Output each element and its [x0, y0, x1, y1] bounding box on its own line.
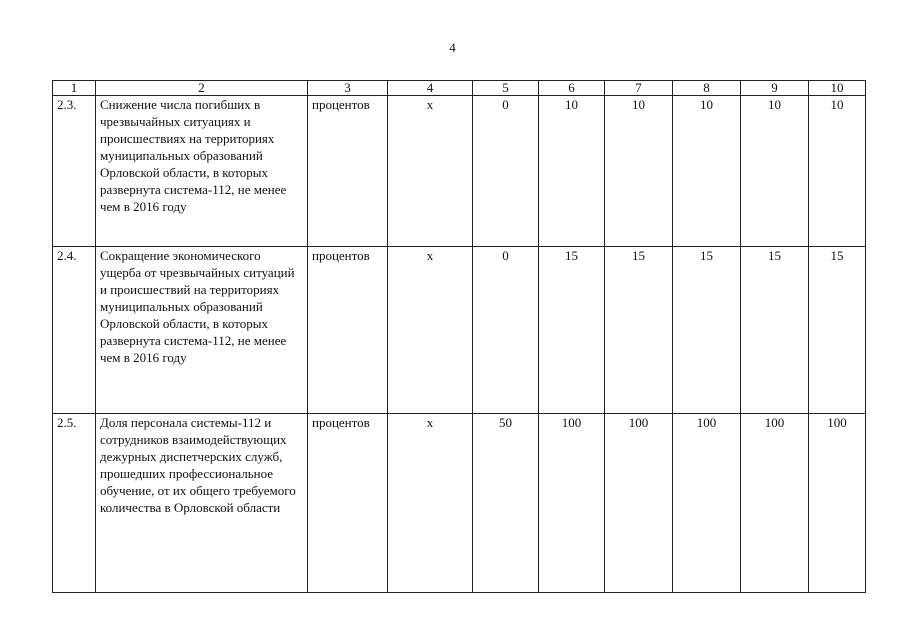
header-cell-10: 10 [809, 81, 866, 96]
value-cell: 15 [605, 247, 673, 414]
table-row [53, 414, 866, 593]
table-row [53, 247, 866, 414]
header-cell-4: 4 [388, 81, 473, 96]
indicator-name: Снижение числа погибших в чрезвычайных ситуациях и происшествиях на территориях муниципальных образований Орловской области, в которых развернута система-112, не менее чем в 2016 году [96, 96, 308, 247]
header-cell-3: 3 [308, 81, 388, 96]
indicator-name: Доля персонала системы-112 и сотрудников взаимодействующих дежурных диспетчерских служб, прошедших профессиональное обучение, от их общего требуемого количества в Орловской области [96, 414, 308, 593]
value-cell: 100 [539, 414, 605, 593]
value-cell: 100 [809, 414, 866, 593]
value-cell: 10 [539, 96, 605, 247]
value-cell: 50 [473, 414, 539, 593]
value-cell: 100 [605, 414, 673, 593]
value-cell: 100 [673, 414, 741, 593]
value-cell: 10 [809, 96, 866, 247]
value-cell: х [388, 414, 473, 593]
value-cell: 0 [473, 96, 539, 247]
value-cell: х [388, 96, 473, 247]
value-cell: 15 [539, 247, 605, 414]
unit-cell: процентов [308, 96, 388, 247]
row-number: 2.5. [53, 414, 96, 593]
header-cell-9: 9 [741, 81, 809, 96]
row-number: 2.4. [53, 247, 96, 414]
value-cell: 15 [809, 247, 866, 414]
header-cell-6: 6 [539, 81, 605, 96]
value-cell: 10 [673, 96, 741, 247]
unit-cell: процентов [308, 414, 388, 593]
value-cell: 15 [741, 247, 809, 414]
value-cell: 10 [605, 96, 673, 247]
header-cell-7: 7 [605, 81, 673, 96]
value-cell: 15 [673, 247, 741, 414]
indicator-name: Сокращение экономического ущерба от чрезвычайных ситуаций и происшествий на территориях муниципальных образований Орловской области, в которых развернута система-112, не менее чем в 2016 году [96, 247, 308, 414]
value-cell: х [388, 247, 473, 414]
header-cell-8: 8 [673, 81, 741, 96]
page-number: 4 [449, 40, 456, 55]
indicators-table [52, 80, 866, 593]
table-row [53, 96, 866, 247]
header-cell-5: 5 [473, 81, 539, 96]
row-number: 2.3. [53, 96, 96, 247]
header-cell-2: 2 [96, 81, 308, 96]
unit-cell: процентов [308, 247, 388, 414]
value-cell: 100 [741, 414, 809, 593]
value-cell: 10 [741, 96, 809, 247]
header-cell-1: 1 [53, 81, 96, 96]
value-cell: 0 [473, 247, 539, 414]
header-row [53, 81, 866, 96]
